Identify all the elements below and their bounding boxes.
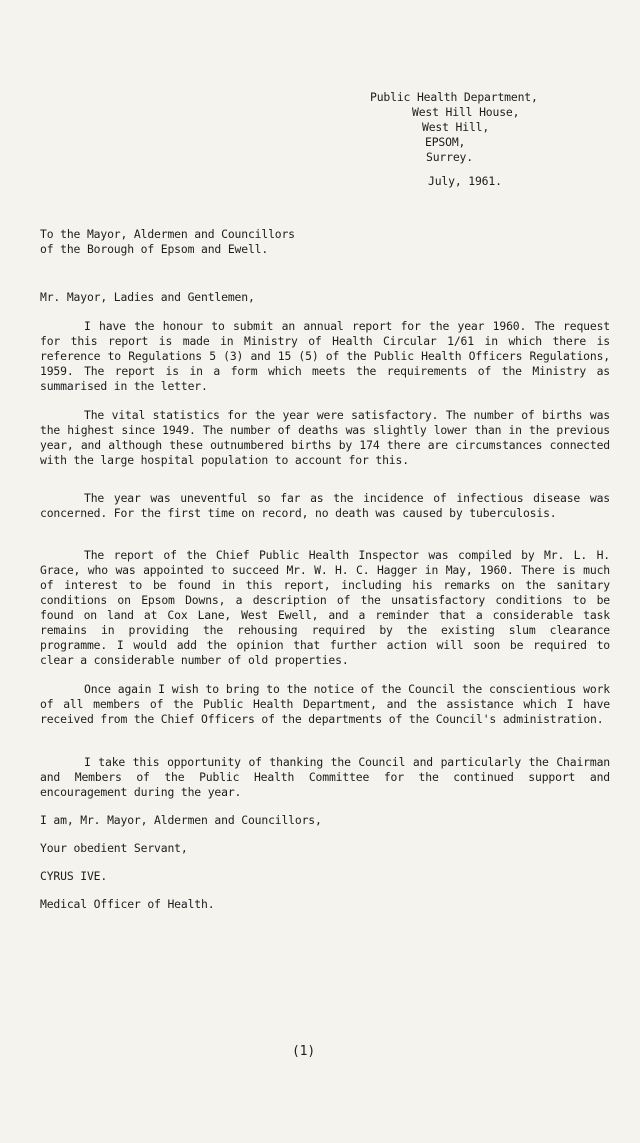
addressee	[40, 227, 295, 257]
paragraph-acknowledgement: Once again I wish to bring to the notice of the Council the conscientious work of all members of the Public Health Department, and the assistance which I have received from the Chief Officers of the departments of the Council's administration.	[40, 682, 610, 726]
signatory-name: CYRUS IVE.	[40, 869, 108, 883]
paragraph-report-request: I have the honour to submit an annual report for the year 1960. The request for this report is made in Ministry of Health Circular 1/61 in which there is reference to Regulations 5 (3) and 15 (5) of the Public Health Officers Regulations, 1959. The report is in a form which meets the requirements of the Ministry as summarised in the letter.	[40, 319, 610, 393]
signatory-title: Medical Officer of Health.	[40, 897, 215, 911]
addressee-line-1: To the Mayor, Aldermen and Councillors	[40, 227, 295, 241]
sender-address	[370, 90, 630, 165]
paragraph-thanks: I take this opportunity of thanking the Council and particularly the Chairman and Members of the Public Health Committee for the continued support and encouragement during the year.	[40, 755, 610, 799]
salutation: Mr. Mayor, Ladies and Gentlemen,	[40, 290, 255, 304]
address-line-house: West Hill House,	[412, 105, 520, 119]
paragraph-vital-statistics: The vital statistics for the year were satisfactory. The number of births was the highest since 1949. The number of deaths was slightly lower than in the previous year, and although these outnumbered births by 174 there are circumstances connected with the large hospital population to account for this.	[40, 408, 610, 467]
paragraph-public-health-inspector: The report of the Chief Public Health Inspector was compiled by Mr. L. H. Grace, who was appointed to succeed Mr. W. H. C. Hagger in May, 1960. There is much of interest to be found in this report, including his remarks on the sanitary conditions on Epsom Downs, a description of the unsatisfactory conditions to be found on land at Cox Lane, West Ewell, and a reminder that a considerable task remains in providing the rehousing required by the existing slum clearance programme. I would add the opinion that further action will soon be required to clear a considerable number of old properties.	[40, 548, 610, 667]
address-line-street: West Hill,	[422, 120, 490, 134]
address-line-department: Public Health Department,	[370, 90, 538, 104]
address-line-town: EPSOM,	[425, 135, 466, 149]
page-number: (1)	[292, 1044, 316, 1059]
paragraph-infectious-disease: The year was uneventful so far as the incidence of infectious disease was concerned. For the first time on record, no death was caused by tuberculosis.	[40, 491, 610, 520]
closing-line: I am, Mr. Mayor, Aldermen and Councillors,	[40, 813, 322, 827]
addressee-line-2: of the Borough of Epsom and Ewell.	[40, 242, 269, 256]
address-line-county: Surrey.	[426, 150, 473, 164]
closing-valediction: Your obedient Servant,	[40, 841, 188, 855]
letter-closing	[40, 813, 322, 925]
letter-date: July, 1961.	[428, 174, 502, 188]
